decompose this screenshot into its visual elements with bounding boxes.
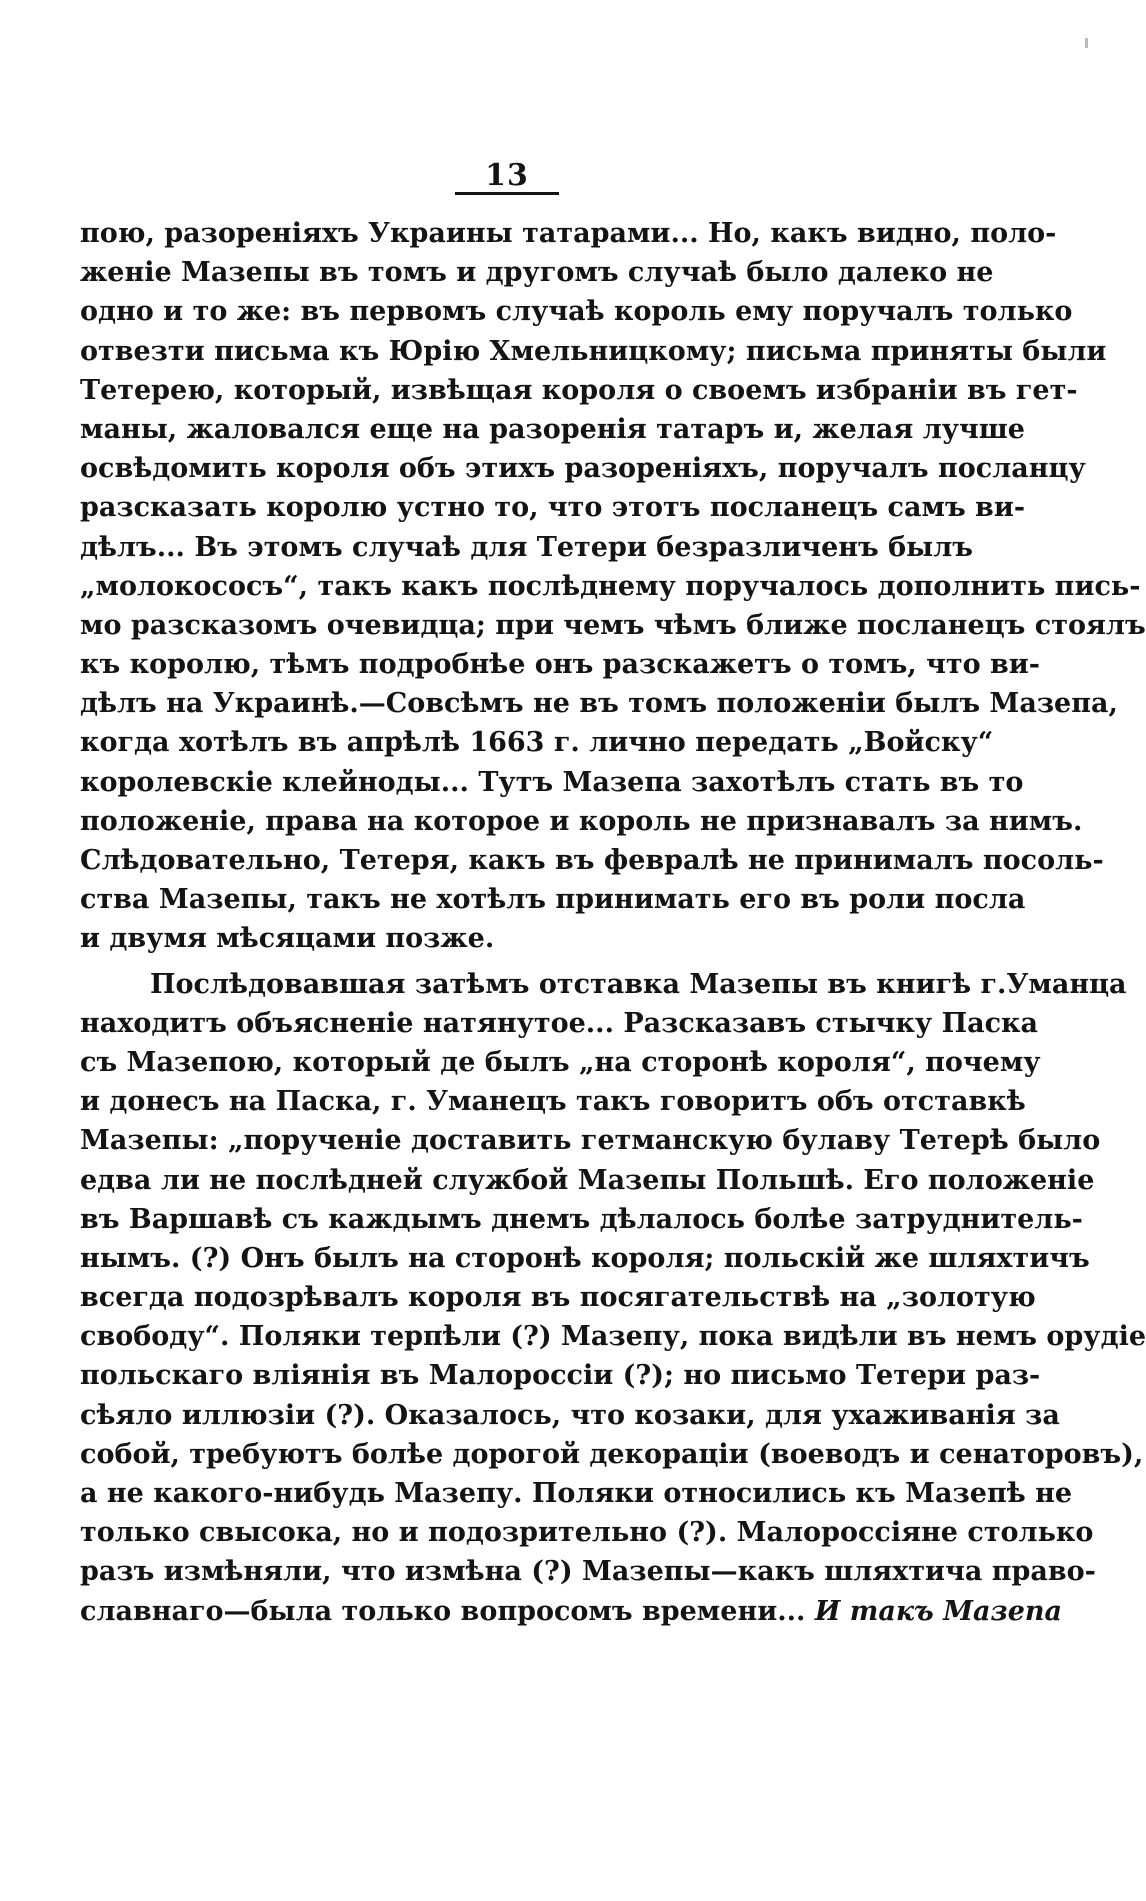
text-line: дѣлъ... Въ этомъ случаѣ для Тетери безразличенъ былъ — [80, 531, 973, 563]
text-line: одно и то же: въ первомъ случаѣ король ему поручалъ только — [80, 296, 1073, 328]
text-line: Послѣдовавшая затѣмъ отставка Мазепы въ книгѣ г.Уманца — [150, 968, 1127, 1000]
text-line: маны, жаловался еще на разоренія татаръ и, желая лучше — [80, 413, 1025, 445]
text-line: дѣлъ на Украинѣ.—Совсѣмъ не въ томъ положеніи былъ Мазепа, — [80, 688, 1118, 720]
text-line: Мазепы: „порученіе доставить гетманскую булаву Тетерѣ было — [80, 1125, 1101, 1157]
text-line: королевскіе клейноды... Тутъ Мазепа захотѣлъ стать въ то — [80, 766, 1024, 798]
paragraph-2 — [80, 965, 1146, 1631]
text-line: съ Мазепою, который де былъ „на сторонѣ короля“, почему — [80, 1046, 1041, 1078]
text-line: польскаго вліянія въ Малороссіи (?); но письмо Тетери раз- — [80, 1360, 1041, 1392]
text-line: собой, требуютъ болѣе дорогой декораціи (воеводъ и сенаторовъ), — [80, 1438, 1144, 1470]
text-line: только свысока, но и подозрительно (?). Малороссіяне столько — [80, 1517, 1094, 1549]
text-line: находитъ объясненіе натянутое... Разсказавъ стычку Паска — [80, 1007, 1039, 1039]
text-line: ства Мазепы, такъ не хотѣлъ принимать его въ роли посла — [80, 884, 1026, 916]
text-line: и двумя мѣсяцами позже. — [80, 923, 495, 955]
page-number-rule — [455, 192, 559, 195]
scan-speck — [1085, 38, 1088, 48]
text-line: сѣяло иллюзіи (?). Оказалось, что козаки, для ухаживанія за — [80, 1399, 1060, 1431]
text-line-final-roman: славнаго—была только вопросомъ времени... — [80, 1595, 806, 1627]
text-line: едва ли не послѣдней службой Мазепы Польшѣ. Его положеніе — [80, 1164, 1095, 1196]
text-line: положеніе, права на которое и король не признавалъ за нимъ. — [80, 805, 1083, 837]
text-line: и донесъ на Паска, г. Уманецъ такъ говоритъ объ отставкѣ — [80, 1086, 1026, 1118]
text-line-final-italic: И такъ Мазепа — [814, 1595, 1063, 1627]
text-line: къ королю, тѣмъ подробнѣе онъ разскажетъ о томъ, что ви- — [80, 649, 1041, 681]
text-line: отвезти письма къ Юрію Хмельницкому; письма приняты были — [80, 335, 1107, 367]
text-line: нымъ. (?) Онъ былъ на сторонѣ короля; польскій же шляхтичъ — [80, 1242, 1090, 1274]
text-line: свободу“. Поляки терпѣли (?) Мазепу, пока видѣли въ немъ орудіе — [80, 1321, 1146, 1353]
text-line: а не какого-нибудь Мазепу. Поляки относились къ Мазепѣ не — [80, 1478, 1073, 1509]
text-line: разъ измѣняли, что измѣна (?) Мазепы—какъ шляхтича право- — [80, 1556, 1096, 1588]
paragraph-1 — [80, 214, 1146, 959]
text-line: Слѣдовательно, Тетеря, какъ въ февралѣ не принималъ посоль- — [80, 845, 1104, 876]
text-line: въ Варшавѣ съ каждымъ днемъ дѣлалось болѣе затруднитель- — [80, 1203, 1083, 1235]
text-line: женіе Мазепы въ томъ и другомъ случаѣ было далеко не — [80, 257, 994, 289]
text-line: освѣдомить короля объ этихъ разореніяхъ, поручалъ посланцу — [80, 453, 1086, 485]
text-line: „молокососъ“, такъ какъ послѣднему поручалось дополнить пись- — [80, 570, 1141, 602]
page-number: 13 — [485, 158, 529, 193]
body-text — [80, 214, 1146, 1631]
text-line: Тетерею, который, извѣщая короля о своемъ избраніи въ гет- — [80, 374, 1078, 406]
text-line: пою, разореніяхъ Украины татарами... Но, какъ видно, поло- — [80, 218, 1057, 249]
text-line-final — [80, 1592, 1063, 1631]
text-line: всегда подозрѣвалъ короля въ посягательствѣ на „золотую — [80, 1282, 1036, 1314]
text-line: когда хотѣлъ въ апрѣлѣ 1663 г. лично передать „Войску“ — [80, 727, 994, 759]
text-line: мо разсказомъ очевидца; при чемъ чѣмъ ближе посланецъ стоялъ — [80, 609, 1146, 641]
text-line: разсказать королю устно то, что этотъ посланецъ самъ ви- — [80, 492, 1026, 524]
